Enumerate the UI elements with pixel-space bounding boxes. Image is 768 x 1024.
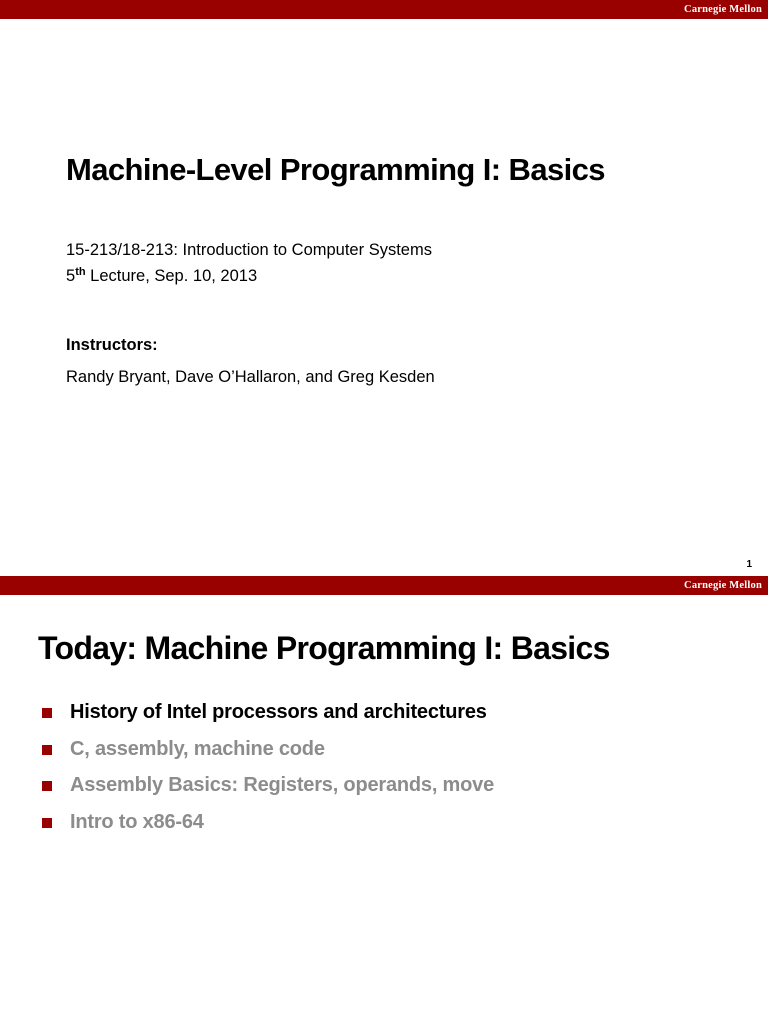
bullet-square-icon xyxy=(42,818,52,828)
header-bar xyxy=(0,0,768,19)
instructors-names: Randy Bryant, Dave O’Hallaron, and Greg Kesden xyxy=(66,368,435,386)
brand-label: Carnegie Mellon xyxy=(684,4,762,15)
slide-title: Machine-Level Programming I: Basics xyxy=(66,152,605,187)
brand-label: Carnegie Mellon xyxy=(684,580,762,591)
agenda-slide xyxy=(0,576,768,1024)
agenda-item-text: Intro to x86-64 xyxy=(70,810,204,833)
instructors-label: Instructors: xyxy=(66,336,158,354)
agenda-item-text: History of Intel processors and architectures xyxy=(70,701,487,723)
lecture-number: 5 xyxy=(66,267,76,285)
lecture-line xyxy=(66,265,257,287)
page-number: 1 xyxy=(746,559,752,570)
lecture-date: Lecture, Sep. 10, 2013 xyxy=(85,267,258,285)
slide-title: Today: Machine Programming I: Basics xyxy=(38,630,610,666)
bullet-square-icon xyxy=(42,708,52,718)
lecture-suffix: th xyxy=(75,266,86,278)
agenda-item-text: Assembly Basics: Registers, operands, move xyxy=(70,774,495,796)
bullet-square-icon xyxy=(42,781,52,791)
agenda-item-text: C, assembly, machine code xyxy=(70,737,325,760)
course-line: 15-213/18-213: Introduction to Computer Systems xyxy=(66,241,432,259)
header-bar xyxy=(0,576,768,595)
bullet-square-icon xyxy=(42,745,52,755)
